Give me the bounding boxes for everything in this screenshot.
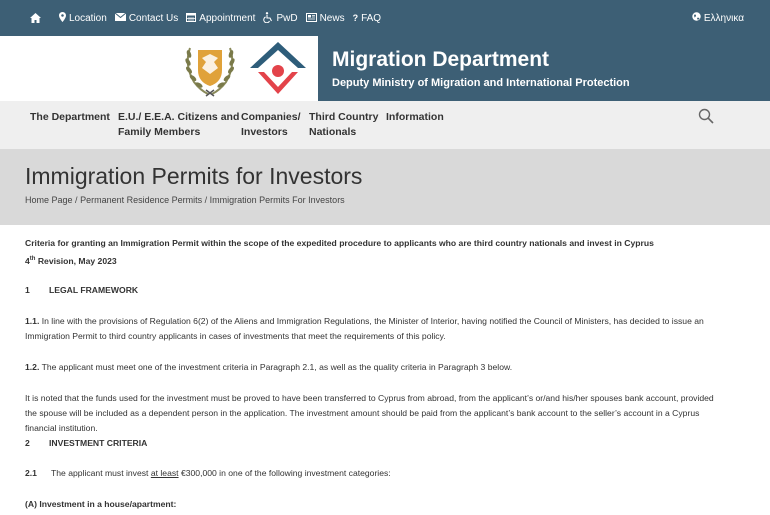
paragraph-number: 2.1 (25, 468, 37, 478)
department-subtitle: Deputy Ministry of Migration and International Protection (332, 77, 630, 89)
nav-item-eu-citizens[interactable] (118, 110, 239, 140)
paragraph-text: The applicant must meet one of the investment criteria in Paragraph 2.1, as well as the quality criteria in Paragraph 3 below. (39, 362, 513, 372)
location-label: Location (69, 12, 107, 24)
funds-note-line: the spouse will be included as a dependent person in the application. The investment amount should be paid from the applicant’s bank account to the seller’s account in a Cyprus (25, 408, 700, 418)
department-title-box[interactable] (318, 36, 770, 101)
nav-item-label: Companies/ (241, 111, 301, 123)
nav-item-information[interactable] (386, 110, 444, 125)
breadcrumb-permanent-residence[interactable]: Permanent Residence Permits (80, 195, 203, 205)
paragraph-text: In line with the provisions of Regulation 6(2) of the Aliens and Immigration Regulations, the Minister of Interior, having notified the Council of Ministers, has decided to issue an (39, 316, 704, 326)
section-heading-investment-criteria (25, 436, 147, 452)
paragraph-number: 1.2. (25, 362, 40, 372)
news-label: News (319, 12, 345, 24)
appointment-label: Appointment (199, 12, 256, 24)
globe-icon (692, 12, 701, 24)
nav-item-label: Nationals (309, 126, 357, 138)
contact-us-link[interactable] (115, 13, 178, 24)
revision-line (25, 252, 117, 269)
paragraph-text: The applicant must invest (51, 468, 151, 478)
calendar-icon (186, 12, 196, 24)
section-number: 1 (25, 285, 30, 295)
paragraph-number: 1.1. (25, 316, 40, 326)
underlined-text: at least (150, 468, 179, 478)
contact-us-label: Contact Us (128, 12, 179, 24)
category-a-heading: (A) Investment in a house/apartment: (25, 499, 177, 509)
mail-icon (115, 13, 126, 23)
news-icon (306, 13, 317, 24)
utility-links (30, 0, 381, 36)
home-icon[interactable] (30, 13, 41, 23)
paragraph-1-1-cont: Immigration Permit to third country applicants in cases of investments that meet the requirements of this policy. (25, 331, 446, 341)
question-icon: ? (352, 13, 359, 23)
breadcrumb (25, 195, 345, 205)
page-title-band (0, 149, 770, 225)
paragraph-1-1 (25, 314, 704, 330)
nav-item-label: E.U./ E.E.A. Citizens and (118, 111, 240, 123)
accessibility-icon (263, 12, 273, 25)
section-number: 2 (25, 438, 30, 448)
search-icon[interactable] (698, 108, 714, 124)
nav-item-the-department[interactable] (30, 110, 110, 125)
nav-item-companies-investors[interactable] (241, 110, 301, 140)
nav-item-label: Information (386, 111, 444, 123)
appointment-link[interactable] (186, 12, 255, 24)
faq-link[interactable] (353, 13, 382, 24)
nav-item-label: Third Country (309, 111, 379, 123)
language-label: Ελληνικα (703, 12, 744, 24)
nav-item-label: The Department (30, 111, 110, 123)
nav-item-label: Investors (241, 126, 288, 138)
revision-suffix: th (29, 256, 36, 262)
intro-heading: Criteria for granting an Immigration Permit within the scope of the expedited procedure to applicants who are third country nationals and invest in Cyprus (25, 238, 654, 248)
location-icon (59, 12, 66, 24)
pwd-link[interactable] (263, 12, 297, 25)
paragraph-2-1 (25, 466, 391, 482)
revision-number: 4 (25, 255, 30, 266)
department-title: Migration Department (332, 48, 550, 71)
location-link[interactable] (59, 12, 107, 24)
news-link[interactable] (306, 13, 345, 24)
breadcrumb-separator: / (204, 195, 210, 205)
faq-label: FAQ (361, 12, 382, 24)
paragraph-text: €300,000 in one of the following investment categories: (178, 468, 391, 478)
migration-department-logo (248, 38, 308, 98)
breadcrumb-current: Immigration Permits For Investors (209, 195, 345, 205)
nav-item-label: Family Members (118, 126, 201, 138)
section-title: INVESTMENT CRITERIA (49, 438, 148, 448)
pwd-label: PwD (276, 12, 298, 24)
nav-item-third-country-nationals[interactable] (309, 110, 378, 140)
paragraph-1-2 (25, 360, 512, 376)
section-heading-legal-framework (25, 283, 138, 299)
breadcrumb-home[interactable]: Home Page (25, 195, 73, 205)
coat-of-arms-emblem (180, 40, 240, 98)
funds-note-line: It is noted that the funds used for the investment must be proved to have been transferred to Cyprus from abroad, from the applicant’s or/and his/her spouses bank account, provided (25, 393, 714, 403)
main-navigation (0, 101, 770, 149)
utility-bar (0, 0, 770, 36)
revision-text: Revision, May 2023 (35, 255, 117, 266)
section-title: LEGAL FRAMEWORK (49, 285, 139, 295)
funds-note-line: financial institution. (25, 423, 98, 433)
page-title: Immigration Permits for Investors (25, 163, 363, 189)
breadcrumb-separator: / (75, 195, 81, 205)
language-switch[interactable] (692, 0, 744, 36)
